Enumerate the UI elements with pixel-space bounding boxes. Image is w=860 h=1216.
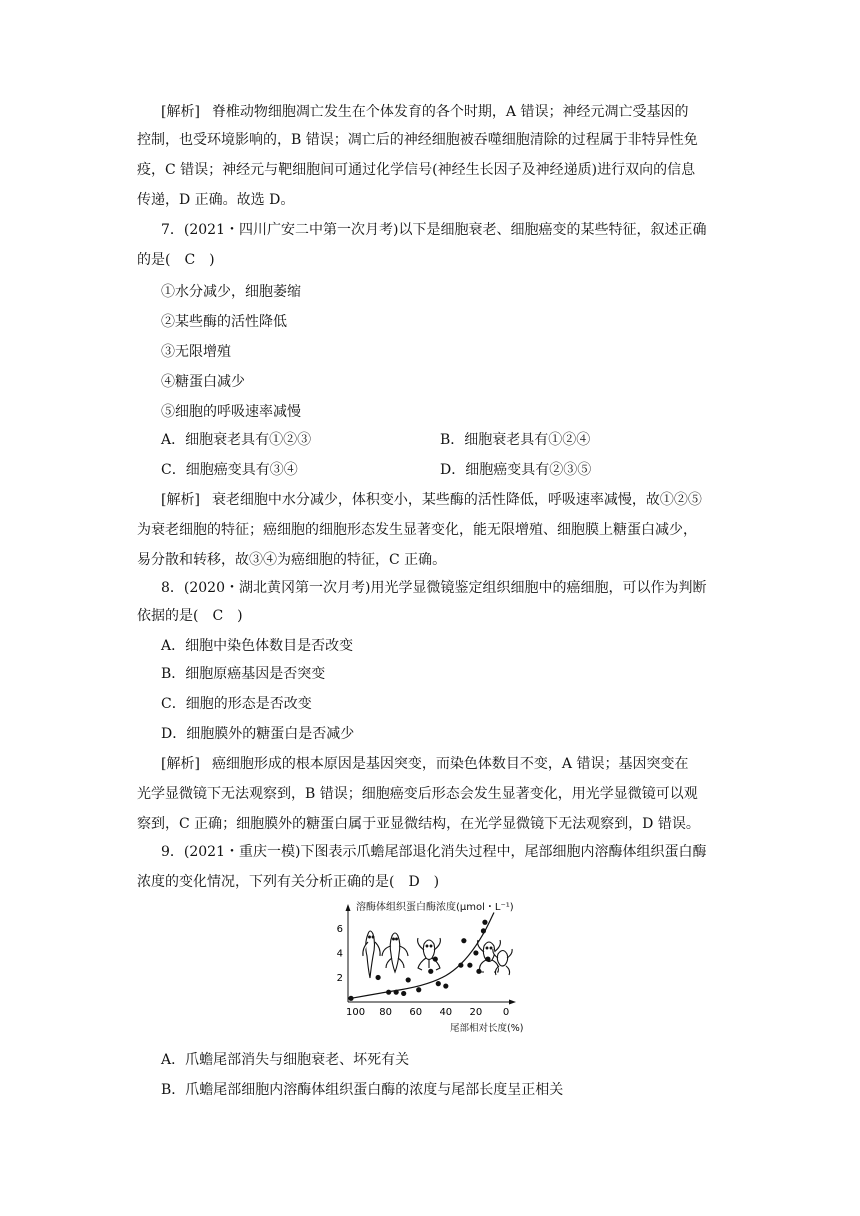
analysis-6-line-3: 疫，C 错误；神经元与靶细胞间可通过化学信号(神经生长因子及神经递质)进行双向的信息 <box>137 162 696 178</box>
question-9-option-b: B．爪蟾尾部细胞内溶酶体组织蛋白酶的浓度与尾部长度呈正相关 <box>161 1082 564 1098</box>
chart-canvas <box>338 896 528 1036</box>
x-tick-label: 100 <box>345 1007 366 1018</box>
question-7-item-3: ③无限增殖 <box>161 344 231 360</box>
data-point <box>394 990 399 995</box>
analysis-tag: [解析] <box>161 492 200 508</box>
data-point <box>481 928 486 933</box>
x-tick-label: 20 <box>469 1007 483 1018</box>
question-8-stem-line-2: 依据的是( C ) <box>137 608 243 624</box>
question-9-option-a: A．爪蟾尾部消失与细胞衰老、坏死有关 <box>161 1052 410 1068</box>
analysis-7-line-2: 为衰老细胞的特征；癌细胞的细胞形态发生显著变化，能无限增殖、细胞膜上糖蛋白减少， <box>137 522 697 538</box>
question-7-option-b: B．细胞衰老具有①②④ <box>440 432 591 448</box>
analysis-8-line-1: [解析] 癌细胞形成的根本原因是基因突变，而染色体数目不变，A 错误；基因突变在 <box>161 756 689 772</box>
x-tick-label: 40 <box>439 1007 453 1018</box>
data-point <box>416 987 421 992</box>
y-tick-label: 4 <box>336 948 343 960</box>
data-point <box>473 950 478 955</box>
question-9-stem-line-2: 浓度的变化情况，下列有关分析正确的是( D ) <box>137 874 440 890</box>
tadpole-illustration <box>382 933 408 972</box>
data-point <box>461 938 466 943</box>
data-point <box>436 981 441 986</box>
question-7-option-a: A．细胞衰老具有①②③ <box>161 432 312 448</box>
question-8-option-b: B．细胞原癌基因是否突变 <box>161 666 326 682</box>
question-7-item-4: ④糖蛋白减少 <box>161 374 245 390</box>
question-7-option-d: D．细胞癌变具有②③⑤ <box>440 462 592 478</box>
question-7-stem-line-2: 的是( C ) <box>137 252 215 268</box>
data-point <box>458 963 463 968</box>
question-8-option-c: C．细胞的形态是否改变 <box>161 696 312 712</box>
data-point <box>467 963 472 968</box>
x-axis-arrow <box>509 1000 516 1005</box>
question-9-stem-line-1: 9．(2021・重庆一模)下图表示爪蟾尾部退化消失过程中，尾部细胞内溶酶体组织蛋白酶 <box>161 844 707 860</box>
data-point <box>443 983 448 988</box>
analysis-tag: [解析] <box>161 104 200 120</box>
x-tick-label: 60 <box>409 1007 423 1018</box>
analysis-6-line-1: [解析] 脊椎动物细胞凋亡发生在个体发育的各个时期，A 错误；神经元凋亡受基因的 <box>161 104 689 120</box>
data-point <box>476 969 481 974</box>
frog-tadpole-illustrations <box>363 931 512 978</box>
y-tick-label: 2 <box>336 972 343 984</box>
analysis-8-line-2: 光学显微镜下无法观察到，B 错误；细胞癌变后形态会发生显著变化，用光学显微镜可以观 <box>137 786 698 802</box>
analysis-tag: [解析] <box>161 756 200 772</box>
question-8-stem-line-1: 8．(2020・湖北黄冈第一次月考)用光学显微镜鉴定组织细胞中的癌细胞，可以作为判断 <box>161 580 707 596</box>
y-axis-arrow <box>346 904 351 911</box>
enzyme-concentration-chart <box>338 896 528 1036</box>
analysis-7-line-3: 易分散和转移，故③④为癌细胞的特征，C 正确。 <box>137 552 447 568</box>
question-8-option-a: A．细胞中染色体数目是否改变 <box>161 638 354 654</box>
question-7-item-1: ①水分减少，细胞萎缩 <box>161 284 301 300</box>
analysis-7-line-1: [解析] 衰老细胞中水分减少，体积变小，某些酶的活性降低，呼吸速率减慢，故①②⑤ <box>161 492 702 508</box>
question-8-option-d: D．细胞膜外的糖蛋白是否减少 <box>161 726 355 742</box>
tadpole-illustration <box>363 931 380 978</box>
question-7-item-5: ⑤细胞的呼吸速率减慢 <box>161 404 301 420</box>
data-point <box>485 956 490 961</box>
data-point <box>433 956 438 961</box>
data-point <box>428 969 433 974</box>
data-point <box>348 996 353 1001</box>
question-7-stem-line-1: 7．(2021・四川广安二中第一次月考)以下是细胞衰老、细胞癌变的某些特征，叙述正确 <box>161 222 707 238</box>
data-point <box>375 975 380 980</box>
x-tick-label: 80 <box>379 1007 392 1018</box>
x-tick-label: 0 <box>502 1007 510 1018</box>
analysis-6-line-4: 传递，D 正确。故选 D。 <box>137 192 295 208</box>
x-axis-label: 尾部相对长度(%) <box>450 1023 524 1034</box>
froglet-illustration <box>418 938 441 970</box>
data-point <box>406 977 411 982</box>
data-point <box>386 990 391 995</box>
analysis-6-line-2: 控制，也受环境影响的，B 错误；凋亡后的神经细胞被吞噬细胞清除的过程属于非特异性免 <box>137 132 698 148</box>
chart-title: 溶酶体组织蛋白酶浓度(μmol・L⁻¹) <box>356 902 514 913</box>
y-tick-label: 6 <box>336 923 343 935</box>
data-point <box>401 991 406 996</box>
question-7-option-c: C．细胞癌变具有③④ <box>161 462 298 478</box>
data-point <box>482 920 487 925</box>
question-7-item-2: ②某些酶的活性降低 <box>161 314 287 330</box>
analysis-8-line-3: 察到，C 正确；细胞膜外的糖蛋白属于亚显微结构，在光学显微镜下无法观察到，D 错误。 <box>137 816 700 832</box>
